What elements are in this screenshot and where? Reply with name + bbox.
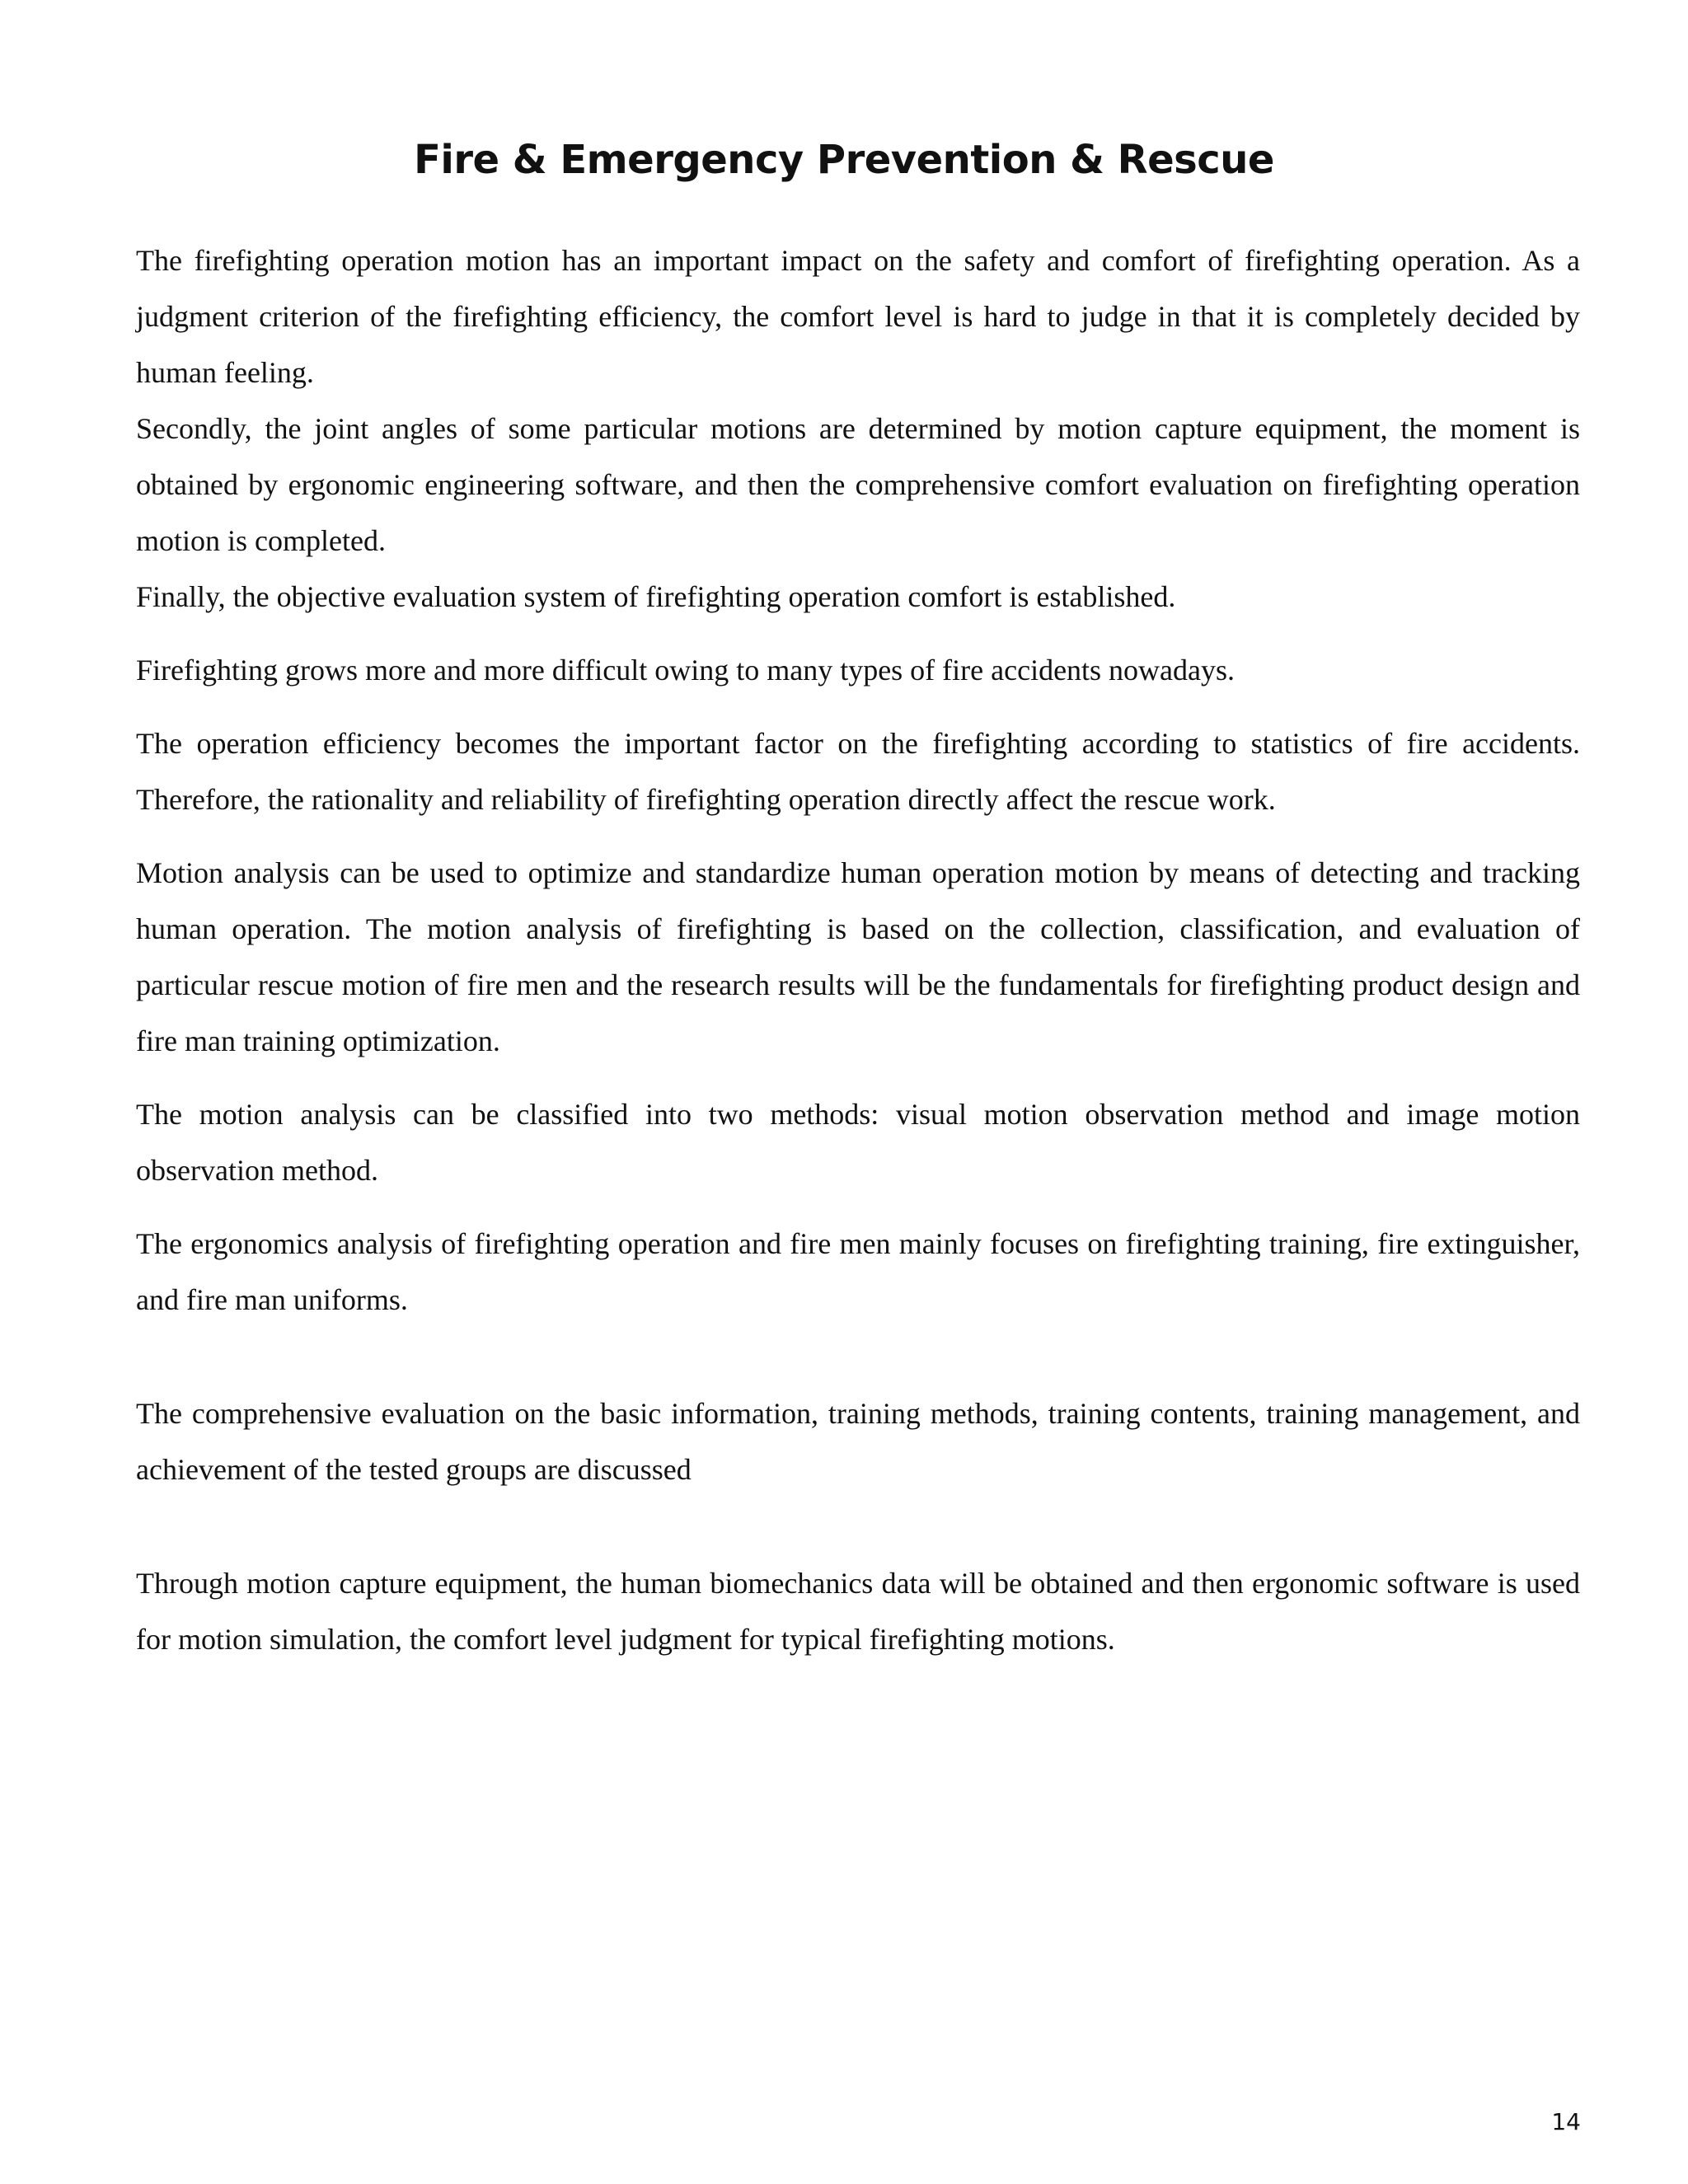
paragraph-difficulty: Firefighting grows more and more difficult owing to many types of fire accidents nowadays. xyxy=(136,654,1236,687)
paragraph-joint-angles: Secondly, the joint angles of some particular motions are determined by motion capture equipment, the moment is obtained by ergonomic engineering software, and then the comprehensive comfort evaluation on firefighting operation motion is completed. xyxy=(136,412,1580,557)
paragraph-efficiency: The operation efficiency becomes the important factor on the firefighting according to statistics of fire accidents. Therefore, the rationality and reliability of firefighting operation directly affect the rescue work. xyxy=(136,727,1580,816)
paragraph-evaluation-system: Finally, the objective evaluation system of firefighting operation comfort is established. xyxy=(136,580,1176,613)
paragraph-methods: The motion analysis can be classified into two methods: visual motion observation method and image motion observation method. xyxy=(136,1098,1580,1187)
paragraph-comprehensive-evaluation: The comprehensive evaluation on the basic information, training methods, training contents, training management, and achievement of the tested groups are discussed xyxy=(136,1397,1580,1486)
page-title: Fire & Emergency Prevention & Rescue xyxy=(414,137,1274,183)
paragraph-motion-capture: Through motion capture equipment, the human biomechanics data will be obtained and then ergonomic software is used for motion simulation, the comfort level judgment for typical firefighting motions. xyxy=(136,1567,1580,1656)
page-number: 14 xyxy=(1551,2108,1581,2135)
paragraph-ergonomics: The ergonomics analysis of firefighting operation and fire men mainly focuses on firefighting training, fire extinguisher, and fire man uniforms. xyxy=(136,1227,1580,1316)
paragraph-motion-analysis: Motion analysis can be used to optimize and standardize human operation motion by means of detecting and tracking human operation. The motion analysis of firefighting is based on the collection, classification, and evaluation of particular rescue motion of fire men and the research results will be the fundamentals for firefighting product design and fire man training optimization. xyxy=(136,856,1580,1057)
document-body xyxy=(136,232,1580,1667)
paragraph-comfort-intro: The firefighting operation motion has an important impact on the safety and comfort of firefighting operation. As a judgment criterion of the firefighting efficiency, the comfort level is hard to judge in that it is completely decided by human feeling. xyxy=(136,244,1580,389)
